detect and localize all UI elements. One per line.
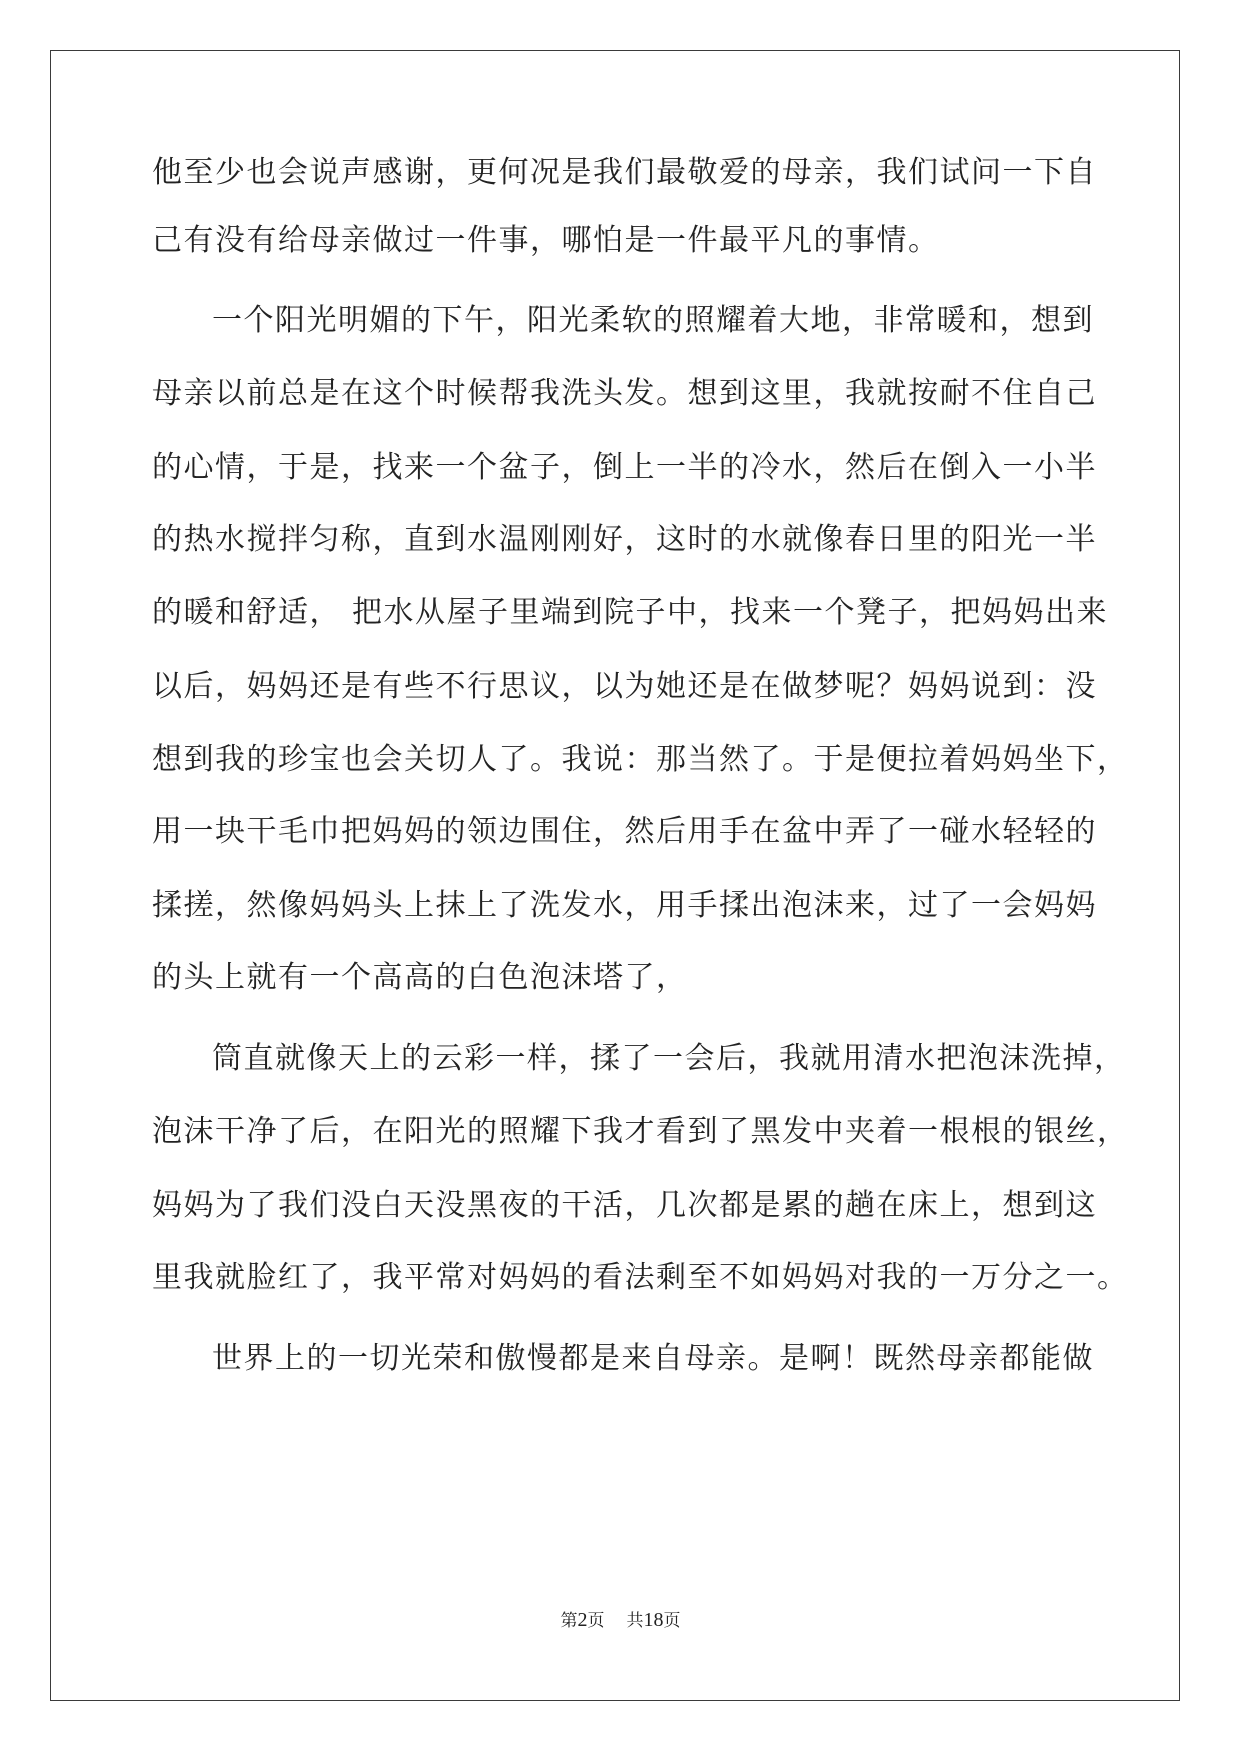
body-line: 里我就脸红了，我平常对妈妈的看法剩至不如妈妈对我的一万分之一。 xyxy=(152,1260,1129,1295)
body-line: 他至少也会说声感谢，更何况是我们最敬爱的母亲，我们试问一下自 xyxy=(152,155,1097,190)
body-line: 一个阳光明媚的下午，阳光柔软的照耀着大地，非常暖和，想到 xyxy=(212,303,1094,338)
page-footer xyxy=(0,1606,1241,1632)
body-line: 的头上就有一个高高的白色泡沫塔了， xyxy=(152,960,688,995)
page-label-suffix: 页 xyxy=(587,1611,605,1631)
body-line: 的热水搅拌匀称，直到水温刚刚好，这时的水就像春日里的阳光一半 xyxy=(152,522,1097,557)
body-line: 世界上的一切光荣和傲慢都是来自母亲。是啊！既然母亲都能做 xyxy=(212,1341,1094,1376)
total-page-count: 18 xyxy=(643,1609,664,1631)
body-line: 泡沫干净了后，在阳光的照耀下我才看到了黑发中夹着一根根的银丝， xyxy=(152,1114,1129,1149)
current-page-number: 2 xyxy=(577,1609,588,1631)
body-line: 揉搓，然像妈妈头上抹上了洗发水，用手揉出泡沫来，过了一会妈妈 xyxy=(152,888,1097,923)
body-line: 想到我的珍宝也会关切人了。我说：那当然了。于是便拉着妈妈坐下， xyxy=(152,742,1129,777)
body-line: 的暖和舒适， 把水从屋子里端到院子中，找来一个凳子，把妈妈出来 xyxy=(152,595,1109,630)
body-line: 的心情，于是，找来一个盆子，倒上一半的冷水，然后在倒入一小半 xyxy=(152,450,1097,485)
body-line: 筒直就像天上的云彩一样，揉了一会后，我就用清水把泡沫洗掉， xyxy=(212,1041,1126,1076)
body-line: 以后，妈妈还是有些不行思议，以为她还是在做梦呢？妈妈说到：没 xyxy=(152,669,1097,704)
total-label-prefix: 共 xyxy=(626,1611,644,1631)
body-line: 妈妈为了我们没白天没黑夜的干活，几次都是累的趟在床上，想到这 xyxy=(152,1188,1097,1223)
body-line: 用一块干毛巾把妈妈的领边围住，然后用手在盆中弄了一碰水轻轻的 xyxy=(152,814,1097,849)
page-border xyxy=(50,50,1180,1701)
body-line: 己有没有给母亲做过一件事，哪怕是一件最平凡的事情。 xyxy=(152,223,940,258)
total-label-suffix: 页 xyxy=(663,1611,681,1631)
page-label-prefix: 第 xyxy=(560,1611,578,1631)
body-line: 母亲以前总是在这个时候帮我洗头发。想到这里，我就按耐不住自己 xyxy=(152,376,1097,411)
